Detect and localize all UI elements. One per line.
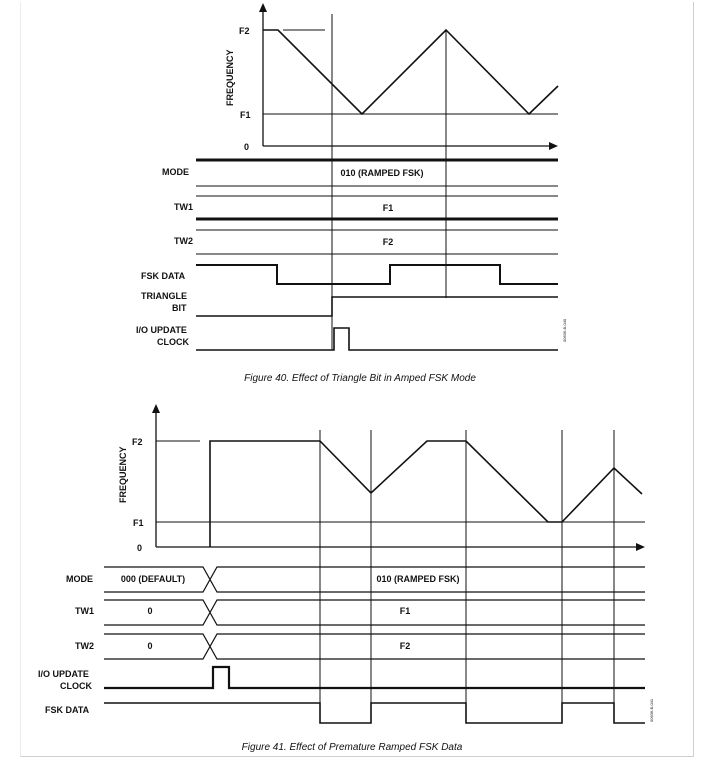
fig41-caption: Figure 41. Effect of Premature Ramped FSK Data — [241, 742, 463, 753]
fig41-tw1-label: TW1 — [75, 606, 94, 616]
fig41-tw1-value-before: 0 — [147, 606, 153, 616]
fig41-fsk-data-label: FSK DATA — [45, 705, 90, 715]
fig40-tw1-label: TW1 — [174, 202, 193, 212]
fig41-mode-value-after: 010 (RAMPED FSK) — [376, 574, 460, 584]
fig40-triangle-bit-waveform — [196, 297, 558, 316]
fig40-y-axis-label: FREQUENCY — [225, 49, 235, 106]
fig40-triangle-bit-label-line2: BIT — [172, 303, 187, 313]
fig41-frequency-waveform — [210, 441, 642, 547]
fig40-x-axis-arrow-icon — [549, 142, 558, 150]
fig41-tw2-value-after: F2 — [399, 641, 411, 651]
fig40-io-update-label-line2: CLOCK — [157, 337, 189, 347]
fig41-y-axis-label: FREQUENCY — [118, 446, 128, 503]
fig40-frequency-waveform — [263, 30, 558, 114]
fig40-triangle-bit-label-line1: TRIANGLE — [141, 291, 187, 301]
fig41-f2-label: F2 — [132, 437, 143, 447]
fig41-tw1-value-after: F1 — [399, 606, 411, 616]
fig41-io-update-waveform — [104, 667, 645, 688]
fig41-mode-value-before: 000 (DEFAULT) — [120, 574, 186, 584]
fig40-zero-label: 0 — [244, 142, 250, 152]
fig40-fsk-data-label: FSK DATA — [141, 271, 186, 281]
fig41-fsk-data-waveform — [104, 703, 645, 723]
fig41-tw2-label: TW2 — [75, 641, 94, 651]
fig40-caption: Figure 40. Effect of Triangle Bit in Amped FSK Mode — [244, 373, 476, 384]
fig40-tw1-value: F1 — [382, 203, 394, 213]
fig41-io-update-label-line2: CLOCK — [60, 681, 92, 691]
fig41-f1-label: F1 — [133, 518, 144, 528]
fig40-tw2-value: F2 — [382, 237, 394, 247]
fig41-y-axis-arrow-icon — [152, 404, 160, 413]
fig40-y-axis-arrow-icon — [259, 3, 267, 12]
fig41-tw1-bus — [104, 600, 645, 625]
fig41-x-axis-arrow-icon — [636, 543, 645, 551]
fig40-f1-label: F1 — [240, 110, 251, 120]
fig40-io-update-label-line1: I/O UPDATE — [136, 325, 187, 335]
fig40-mode-label: MODE — [162, 167, 189, 177]
figure-41 — [38, 404, 654, 753]
fig40-tw2-label: TW2 — [174, 236, 193, 246]
fig40-mode-value: 010 (RAMPED FSK) — [340, 168, 424, 178]
fig41-tw2-bus — [104, 634, 645, 659]
fig40-f2-label: F2 — [239, 26, 250, 36]
fig40-side-code: 00636-B-040 — [562, 318, 567, 342]
fig40-fsk-data-waveform — [196, 265, 558, 284]
fig40-io-update-waveform — [196, 328, 558, 350]
fig41-io-update-label-line1: I/O UPDATE — [38, 669, 89, 679]
figure-40 — [136, 3, 567, 384]
fig41-zero-label: 0 — [137, 543, 143, 553]
fig41-side-code: 00636-B-041 — [649, 698, 654, 722]
fig41-mode-label: MODE — [66, 574, 93, 584]
fig41-tw2-value-before: 0 — [147, 641, 153, 651]
